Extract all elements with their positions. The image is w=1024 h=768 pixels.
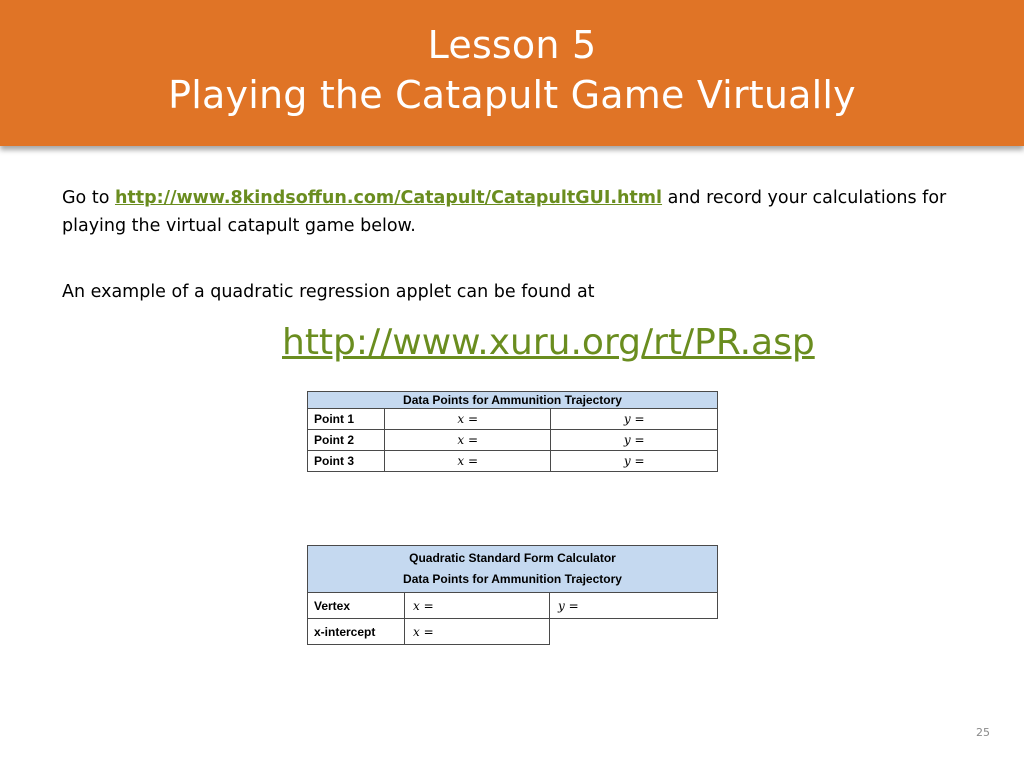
table-header xyxy=(308,546,718,593)
x-cell[interactable]: 𝑥 = xyxy=(385,409,551,430)
y-cell[interactable]: 𝑦 = xyxy=(551,430,718,451)
instruction-paragraph xyxy=(62,184,972,240)
instruction-suffix: and record your calculations for playing the virtual catapult game below. xyxy=(62,188,947,236)
row-label: Vertex xyxy=(308,593,405,619)
x-cell[interactable]: 𝑥 = xyxy=(405,619,550,645)
title-line-1: Lesson 5 xyxy=(427,23,597,67)
instruction-prefix: Go to xyxy=(62,188,115,208)
slide-title xyxy=(0,20,1024,120)
empty-cell xyxy=(550,619,718,645)
title-line-2: Playing the Catapult Game Virtually xyxy=(168,73,856,117)
table-row xyxy=(308,619,718,645)
table-row xyxy=(308,451,718,472)
row-label: x-intercept xyxy=(308,619,405,645)
y-cell[interactable]: 𝑦 = xyxy=(550,593,718,619)
x-cell[interactable]: 𝑥 = xyxy=(385,451,551,472)
table-row xyxy=(308,430,718,451)
table-row xyxy=(308,409,718,430)
x-cell[interactable]: 𝑥 = xyxy=(385,430,551,451)
regression-applet-link[interactable]: http://www.xuru.org/rt/PR.asp xyxy=(282,322,815,363)
regression-paragraph: An example of a quadratic regression applet can be found at xyxy=(62,282,595,302)
trajectory-points-table xyxy=(307,391,718,472)
header-line-2: Data Points for Ammunition Trajectory xyxy=(403,572,622,586)
x-cell[interactable]: 𝑥 = xyxy=(405,593,550,619)
y-cell[interactable]: 𝑦 = xyxy=(551,409,718,430)
quadratic-calculator-table xyxy=(307,545,718,645)
row-label: Point 2 xyxy=(308,430,385,451)
table-row xyxy=(308,593,718,619)
y-cell[interactable]: 𝑦 = xyxy=(551,451,718,472)
page-number: 25 xyxy=(976,726,990,739)
table-header: Data Points for Ammunition Trajectory xyxy=(308,392,718,409)
row-label: Point 3 xyxy=(308,451,385,472)
header-line-1: Quadratic Standard Form Calculator xyxy=(409,551,616,565)
catapult-game-link[interactable]: http://www.8kindsoffun.com/Catapult/CatapultGUI.html xyxy=(114,188,663,208)
row-label: Point 1 xyxy=(308,409,385,430)
